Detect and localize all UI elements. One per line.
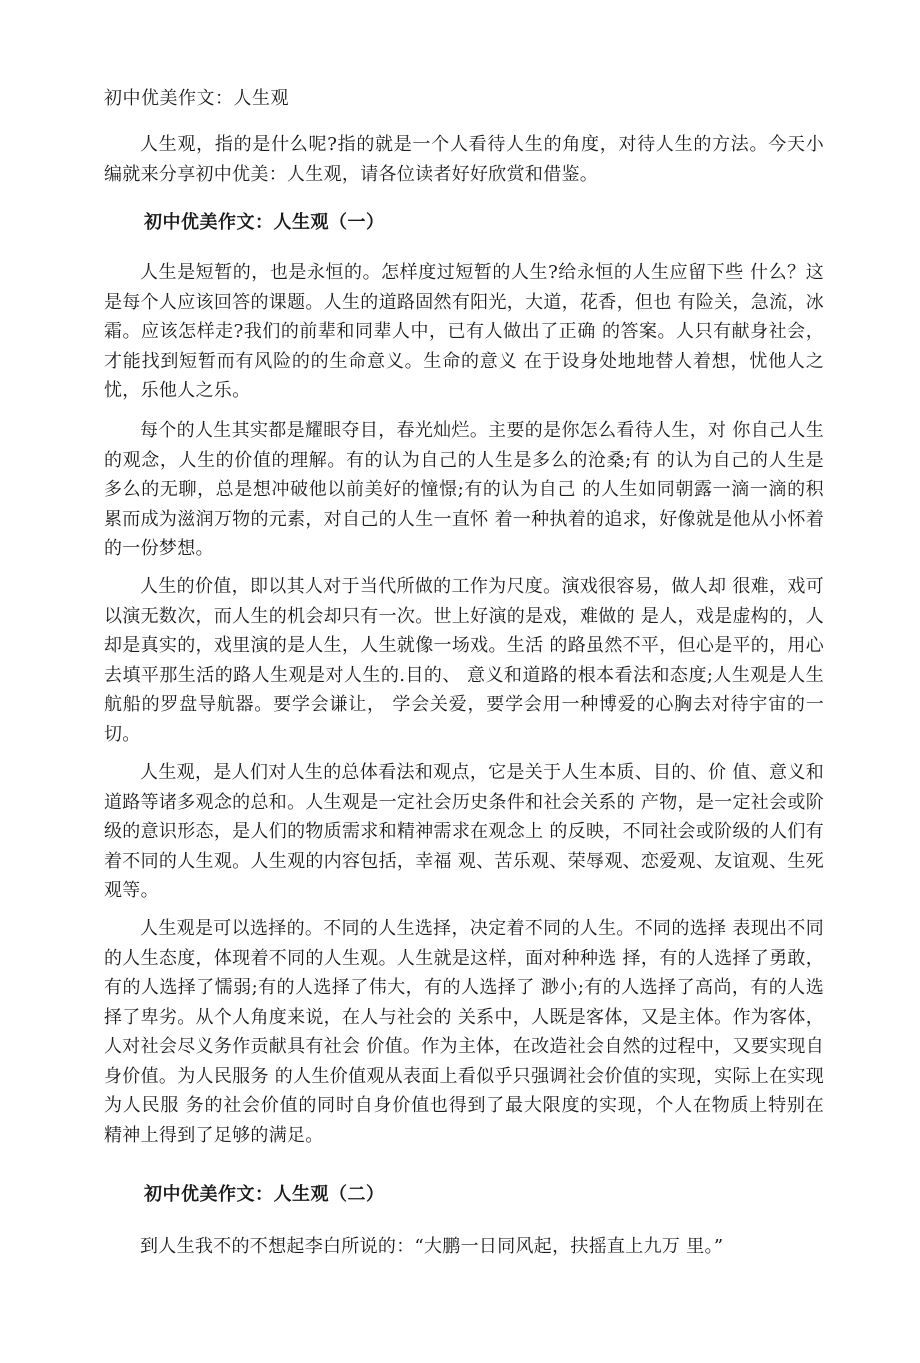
document-title: 初中优美作文：人生观 (104, 88, 289, 109)
section-1-paragraph-2: 每个的人生其实都是耀眼夺目，春光灿烂。主要的是你怎么看待人生，对 你自己人生的观念，人生的价值的理解。有的认为自己的人生是多么的沧桑;有 的认为自己的人生是多么的无聊，总是想冲破他以前美好的憧憬;有的认为自己 的人生如同朝露一滴一滴的积累而成为滋润万物的元素，对自己的人生一直怀 着一种执着的追求，好像就是他从小怀着的一份梦想。 (104, 420, 824, 559)
section-1-paragraph-1: 人生是短暂的，也是永恒的。怎样度过短暂的人生?给永恒的人生应留下些 什么？这是每个人应该回答的课题。人生的道路固然有阳光，大道，花香，但也 有险关，急流，冰霜。应该怎样走?我们的前辈和同辈人中，已有人做出了正确 的答案。人只有献身社会，才能找到短暂而有风险的的生命意义。生命的意义 在于设身处地地替人着想，忧他人之忧，乐他人之乐。 (104, 262, 824, 401)
section-1-paragraph-5: 人生观是可以选择的。不同的人生选择，决定着不同的人生。不同的选择 表现出不同的人生态度，体现着不同的人生观。人生就是这样，面对种种选 择，有的人选择了勇敢，有的人选择了懦弱;有的人选择了伟大，有的人选择了 渺小;有的人选择了高尚，有的人选择了卑劣。从个人角度来说，在人与社会的 关系中，人既是客体，又是主体。作为客体，人对社会尽义务作贡献具有社会 价值。作为主体，在改造社会自然的过程中，又要实现自身价值。为人民服务 的人生价值观从表面上看似乎只强调社会价值的实现，实际上在实现为人民服 务的社会价值的同时自身价值也得到了最大限度的实现，个人在物质上特别在 精神上得到了足够的满足。 (104, 918, 824, 1146)
section-1-heading: 初中优美作文：人生观（一） (144, 212, 385, 233)
section-2-heading: 初中优美作文：人生观（二） (144, 1184, 385, 1205)
intro-paragraph: 人生观，指的是什么呢?指的就是一个人看待人生的角度，对待人生的方法。今天小编就来分享初中优美：人生观，请各位读者好好欣赏和借鉴。 (104, 134, 824, 185)
section-2-paragraph-1: 到人生我不的不想起李白所说的：“大鹏一日同风起，扶摇直上九万 里。” (140, 1236, 724, 1257)
section-1-paragraph-4: 人生观，是人们对人生的总体看法和观点，它是关于人生本质、目的、价 值、意义和道路等诸多观念的总和。人生观是一定社会历史条件和社会关系的 产物，是一定社会或阶级的意识形态，是人们的物质需求和精神需求在观念上 的反映，不同社会或阶级的人们有着不同的人生观。人生观的内容包括，幸福 观、苦乐观、荣辱观、恋爱观、友谊观、生死观等。 (104, 762, 824, 901)
section-1-paragraph-3: 人生的价值，即以其人对于当代所做的工作为尺度。演戏很容易，做人却 很难，戏可以演无数次，而人生的机会却只有一次。世上好演的是戏，难做的 是人，戏是虚构的，人却是真实的，戏里演的是人生，人生就像一场戏。生活 的路虽然不平，但心是平的，用心去填平那生活的路人生观是对人生的.目的、 意义和道路的根本看法和态度;人生观是人生航船的罗盘导航器。要学会谦让， 学会关爱，要学会用一种博爱的心胸去对待宇宙的一切。 (104, 576, 824, 745)
